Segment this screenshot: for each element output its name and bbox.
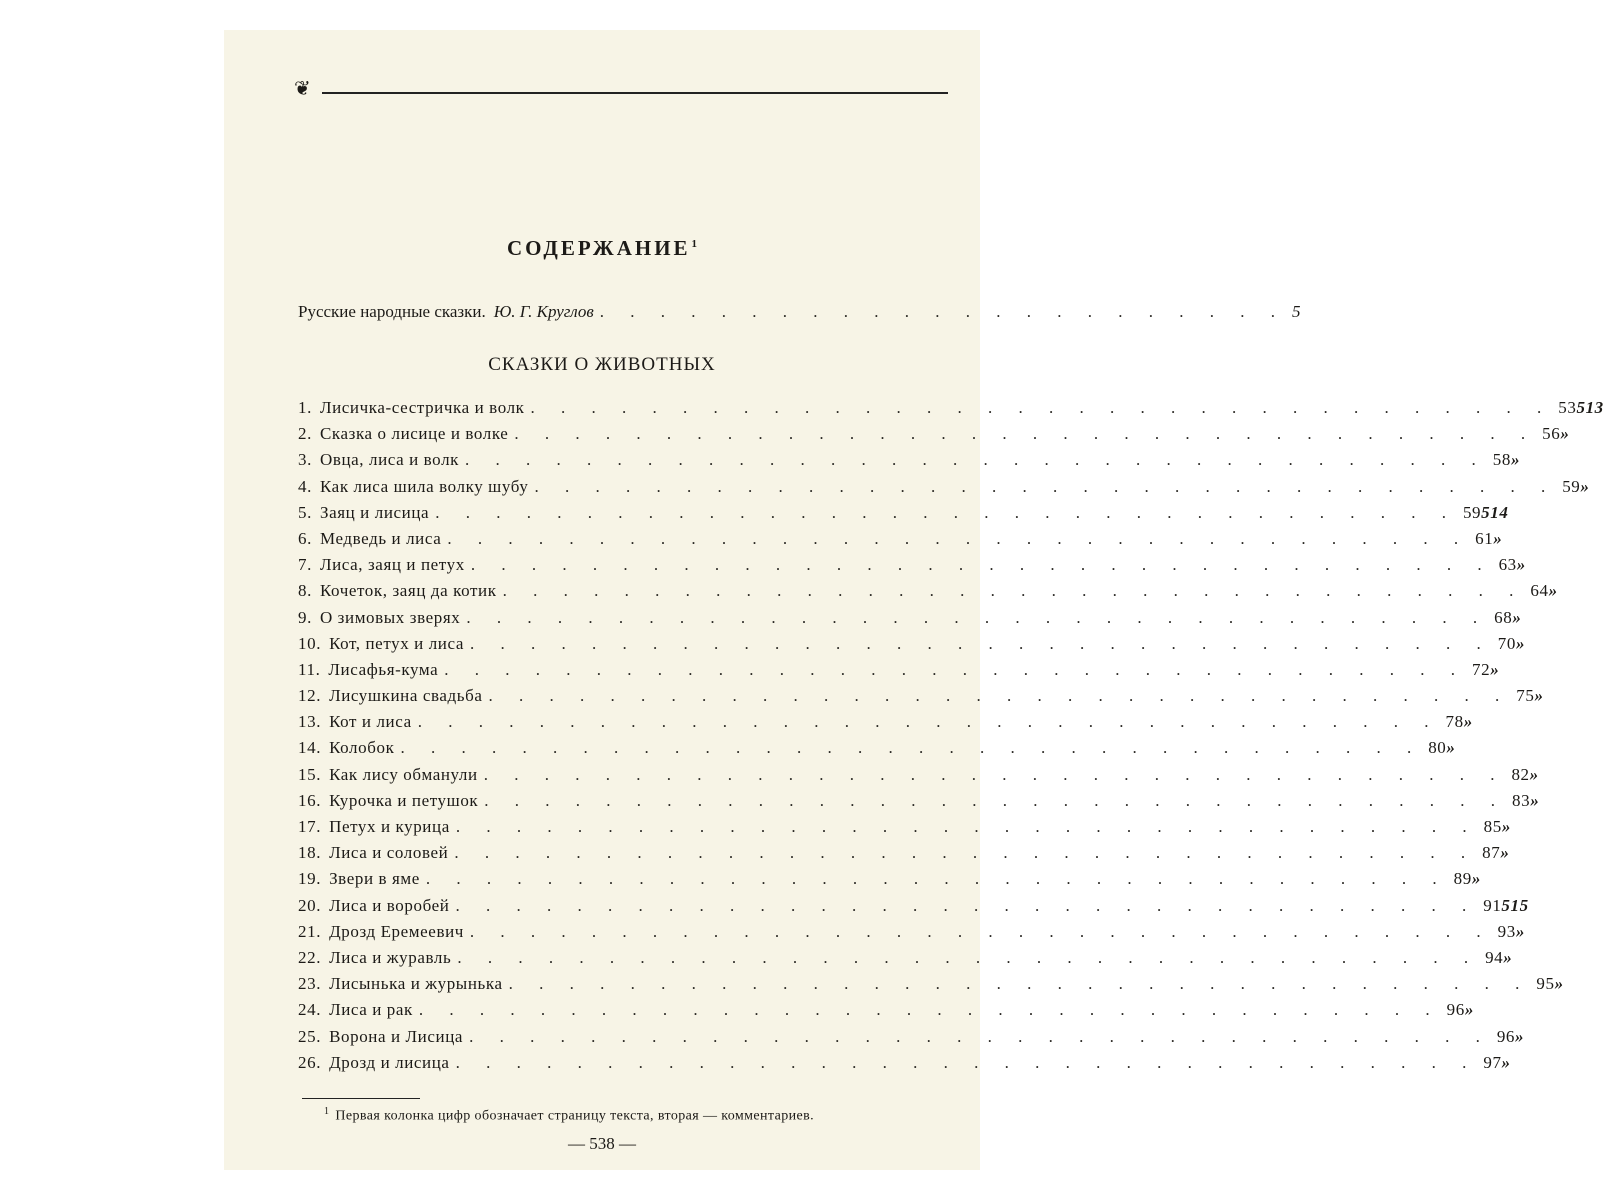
toc-title: Колобок (329, 738, 395, 758)
toc-number: 6. (298, 528, 312, 548)
toc-title: Лиса и воробей (329, 895, 450, 915)
toc-comment-page: » (1548, 581, 1558, 601)
toc-number: 1. (298, 398, 312, 417)
footnote-mark: 1 (324, 1106, 330, 1117)
leader-dots: . . . . . . . . . . . . . . . . . . . . . . . . . . . . . . . . . . (530, 398, 1553, 417)
toc-page: 95 (1536, 974, 1555, 994)
toc-row (298, 555, 1526, 581)
intro-entry (298, 302, 1301, 328)
title-text: СОДЕРЖАНИЕ (506, 236, 691, 260)
toc-row (298, 476, 1590, 503)
toc-row (298, 921, 1525, 948)
toc-row (298, 528, 1503, 555)
toc-number: 20. (298, 895, 322, 915)
toc-comment-page: » (1534, 686, 1544, 706)
toc-page: 72 (1472, 659, 1491, 679)
toc-comment-page: » (1515, 1026, 1525, 1046)
toc-row (298, 869, 1481, 895)
toc-number: 2. (298, 424, 312, 444)
toc-comment-page: » (1554, 974, 1564, 994)
toc-comment-page: 514 (1481, 502, 1509, 522)
footnote-rule (302, 1098, 420, 1099)
toc-title: О зимовых зверях (319, 607, 461, 627)
toc-page: 97 (1483, 1052, 1502, 1072)
toc-title: Дрозд Еремеевич (329, 921, 464, 941)
toc-row (298, 1052, 1511, 1079)
toc-row (298, 686, 1544, 712)
toc-row (298, 895, 1529, 922)
intro-page: 5 (1291, 302, 1301, 321)
toc-row (298, 738, 1456, 764)
toc-page: 87 (1482, 843, 1501, 863)
toc-page: 53 (1558, 398, 1577, 417)
toc-title: Звери в яме (329, 869, 420, 889)
toc-title: Лисафья-кума (328, 659, 439, 679)
toc-row (298, 424, 1570, 450)
toc-title: Лиса и журавль (329, 947, 452, 967)
leader-dots: . . . . . . . . . . . . . . . . . . . . . . . . . . . . . . . . . . (483, 764, 1506, 784)
toc-comment-page: » (1510, 450, 1521, 470)
leader-dots: . . . . . . . . . . . . . . . . . . . . . . . . . . . . . . . . . . (484, 790, 1507, 810)
toc-title: Заяц и лисица (319, 502, 430, 522)
leader-dots: . . . . . . . . . . . . . . . . . . . . . . . . . . . . . . . . . . (470, 555, 1493, 575)
toc-list (298, 398, 1604, 1079)
toc-page: 93 (1497, 921, 1516, 941)
leader-dots: . . . . . . . . . . . . . . . . . . . . . . . . . . . . . . . . . . (469, 1026, 1491, 1046)
intro-author: Ю. Г. Круглов (493, 302, 594, 321)
toc-row (298, 659, 1500, 686)
toc-title: Как лису обманули (329, 764, 478, 784)
toc-page: 58 (1492, 450, 1511, 470)
leader-dots: . . . . . . . . . . . . . . . . . . . . . . . (599, 302, 1286, 321)
toc-number: 10. (298, 633, 322, 653)
leader-dots: . . . . . . . . . . . . . . . . . . . . . . . . . . . . . . . . . . (455, 895, 1478, 915)
toc-comment-page: » (1560, 424, 1570, 444)
toc-title: Лисушкина свадьба (329, 686, 483, 706)
toc-title: Лиса, заяц и петух (319, 555, 465, 575)
toc-comment-page: » (1515, 633, 1526, 653)
toc-comment-page: » (1503, 947, 1513, 967)
leader-dots: . . . . . . . . . . . . . . . . . . . . . . . . . . . . . . . . . . (400, 738, 1423, 758)
toc-page: 75 (1516, 686, 1535, 706)
toc-comment-page: » (1471, 869, 1481, 889)
toc-page: 70 (1497, 633, 1516, 653)
toc-row (298, 450, 1521, 476)
toc-comment-page: » (1490, 659, 1500, 679)
toc-comment-page: » (1500, 843, 1510, 863)
toc-page: 59 (1462, 502, 1482, 522)
toc-page: 89 (1453, 869, 1472, 889)
toc-comment-page: » (1501, 1052, 1511, 1072)
toc-number: 7. (298, 555, 312, 575)
footnote-text: Первая колонка цифр обозначает страницу текста, вторая — комментариев. (335, 1108, 815, 1124)
leader-dots: . . . . . . . . . . . . . . . . . . . . . . . . . . . . . . . . . . (418, 1000, 1441, 1020)
toc-row (298, 607, 1522, 634)
toc-page: 64 (1530, 581, 1549, 601)
toc-page: 91 (1483, 895, 1502, 915)
toc-title: Лисынька и журынька (329, 974, 503, 994)
toc-number: 17. (298, 817, 322, 836)
toc-row (298, 712, 1473, 738)
toc-number: 13. (298, 712, 322, 732)
toc-number: 11. (298, 659, 321, 679)
toc-title: Медведь и лиса (319, 528, 442, 548)
toc-comment-page: » (1493, 528, 1503, 548)
toc-row (298, 398, 1604, 424)
toc-title: Сказка о лисице и волке (319, 424, 509, 444)
leader-dots: . . . . . . . . . . . . . . . . . . . . . . . . . . . . . . . . . . (417, 712, 1440, 732)
toc-page: 82 (1511, 764, 1530, 784)
toc-title: Кот, петух и лиса (329, 633, 465, 653)
title-footnote-mark: 1 (691, 238, 698, 250)
toc-number: 19. (298, 869, 322, 889)
page-title (224, 236, 980, 261)
toc-row (298, 502, 1509, 529)
toc-number: 12. (298, 686, 322, 706)
toc-number: 18. (298, 843, 322, 863)
toc-row (298, 974, 1564, 1000)
toc-comment-page: » (1515, 921, 1525, 941)
intro-label: Русские народные сказки. (298, 302, 486, 321)
book-page (224, 30, 1604, 1170)
ornament-icon: ❦ (294, 78, 311, 100)
toc-comment-page: » (1463, 712, 1473, 732)
leader-dots: . . . . . . . . . . . . . . . . . . . . . . . . . . . . . . . . . . (435, 502, 1457, 522)
leader-dots: . . . . . . . . . . . . . . . . . . . . . . . . . . . . . . . . . . (514, 424, 1537, 444)
leader-dots: . . . . . . . . . . . . . . . . . . . . . . . . . . . . . . . . . . (444, 659, 1467, 679)
leader-dots: . . . . . . . . . . . . . . . . . . . . . . . . . . . . . . . . . . (466, 607, 1489, 627)
leader-dots: . . . . . . . . . . . . . . . . . . . . . . . . . . . . . . . . . . (465, 450, 1487, 470)
toc-number: 25. (298, 1026, 322, 1046)
footnote (324, 1106, 814, 1125)
toc-number: 9. (298, 607, 312, 627)
toc-title: Кот и лиса (329, 712, 412, 732)
toc-title: Дрозд и лисица (329, 1052, 450, 1072)
toc-page: 85 (1483, 817, 1502, 836)
toc-number: 5. (298, 502, 312, 522)
toc-number: 4. (298, 476, 312, 496)
leader-dots: . . . . . . . . . . . . . . . . . . . . . . . . . . . . . . . . . . (447, 528, 1470, 548)
leader-dots: . . . . . . . . . . . . . . . . . . . . . . . . . . . . . . . . . . (508, 974, 1531, 994)
toc-comment-page: » (1446, 738, 1456, 758)
toc-number: 24. (298, 1000, 322, 1020)
leader-dots: . . . . . . . . . . . . . . . . . . . . . . . . . . . . . . . . . . (470, 633, 1492, 653)
leader-dots: . . . . . . . . . . . . . . . . . . . . . . . . . . . . . . . . . . (502, 581, 1525, 601)
leader-dots: . . . . . . . . . . . . . . . . . . . . . . . . . . . . . . . . . . (534, 476, 1557, 496)
toc-title: Как лиса шила волку шубу (319, 476, 529, 496)
toc-page: 68 (1494, 607, 1513, 627)
toc-title: Лисичка-сестричка и волк (319, 398, 525, 417)
toc-row (298, 764, 1539, 791)
toc-page: 61 (1475, 528, 1494, 548)
leader-dots: . . . . . . . . . . . . . . . . . . . . . . . . . . . . . . . . . . (425, 869, 1448, 889)
toc-comment-page: » (1580, 476, 1590, 496)
toc-number: 26. (298, 1052, 322, 1072)
toc-comment-page: » (1501, 817, 1511, 836)
toc-row (298, 843, 1510, 869)
toc-number: 14. (298, 738, 322, 758)
toc-comment-page: 515 (1501, 895, 1529, 915)
toc-row (298, 1000, 1474, 1026)
leader-dots: . . . . . . . . . . . . . . . . . . . . . . . . . . . . . . . . . . (455, 1052, 1478, 1072)
toc-row (298, 817, 1511, 843)
toc-number: 8. (298, 581, 312, 601)
toc-page: 56 (1542, 424, 1561, 444)
toc-title: Ворона и Лисица (329, 1026, 464, 1046)
section-heading: СКАЗКИ О ЖИВОТНЫХ (488, 354, 716, 375)
toc-page: 80 (1428, 738, 1447, 758)
toc-page: 94 (1485, 947, 1504, 967)
toc-comment-page: » (1516, 555, 1526, 575)
toc-comment-page: » (1464, 1000, 1474, 1020)
toc-number: 21. (298, 921, 322, 941)
toc-number: 15. (298, 764, 322, 784)
toc-title: Овца, лиса и волк (319, 450, 460, 470)
toc-number: 16. (298, 790, 322, 810)
toc-comment-page: » (1530, 790, 1540, 810)
toc-row (298, 1026, 1525, 1053)
toc-number: 3. (298, 450, 312, 470)
leader-dots: . . . . . . . . . . . . . . . . . . . . . . . . . . . . . . . . . . (455, 817, 1478, 836)
page-number: — 538 — (568, 1134, 636, 1153)
toc-row (298, 581, 1558, 607)
toc-title: Кочеток, заяц да котик (319, 581, 497, 601)
leader-dots: . . . . . . . . . . . . . . . . . . . . . . . . . . . . . . . . . . (469, 921, 1492, 941)
toc-comment-page: » (1512, 607, 1522, 627)
leader-dots: . . . . . . . . . . . . . . . . . . . . . . . . . . . . . . . . . . (457, 947, 1480, 967)
toc-title: Курочка и петушок (329, 790, 479, 810)
toc-title: Лиса и соловей (329, 843, 449, 863)
toc-page: 83 (1512, 790, 1531, 810)
toc-comment-page: 513 (1576, 398, 1604, 417)
leader-dots: . . . . . . . . . . . . . . . . . . . . . . . . . . . . . . . . . . (454, 843, 1477, 863)
leader-dots: . . . . . . . . . . . . . . . . . . . . . . . . . . . . . . . . . . (488, 686, 1511, 706)
toc-number: 23. (298, 974, 322, 994)
toc-title: Петух и курица (329, 817, 450, 836)
toc-row (298, 790, 1540, 817)
toc-row (298, 633, 1526, 660)
toc-row (298, 947, 1513, 974)
toc-page: 63 (1498, 555, 1517, 575)
toc-comment-page: » (1529, 764, 1539, 784)
toc-title: Лиса и рак (329, 1000, 413, 1020)
toc-number: 22. (298, 947, 322, 967)
toc-page: 96 (1446, 1000, 1465, 1020)
toc-page: 96 (1496, 1026, 1516, 1046)
header-rule (322, 92, 948, 94)
toc-page: 78 (1445, 712, 1464, 732)
toc-page: 59 (1562, 476, 1581, 496)
